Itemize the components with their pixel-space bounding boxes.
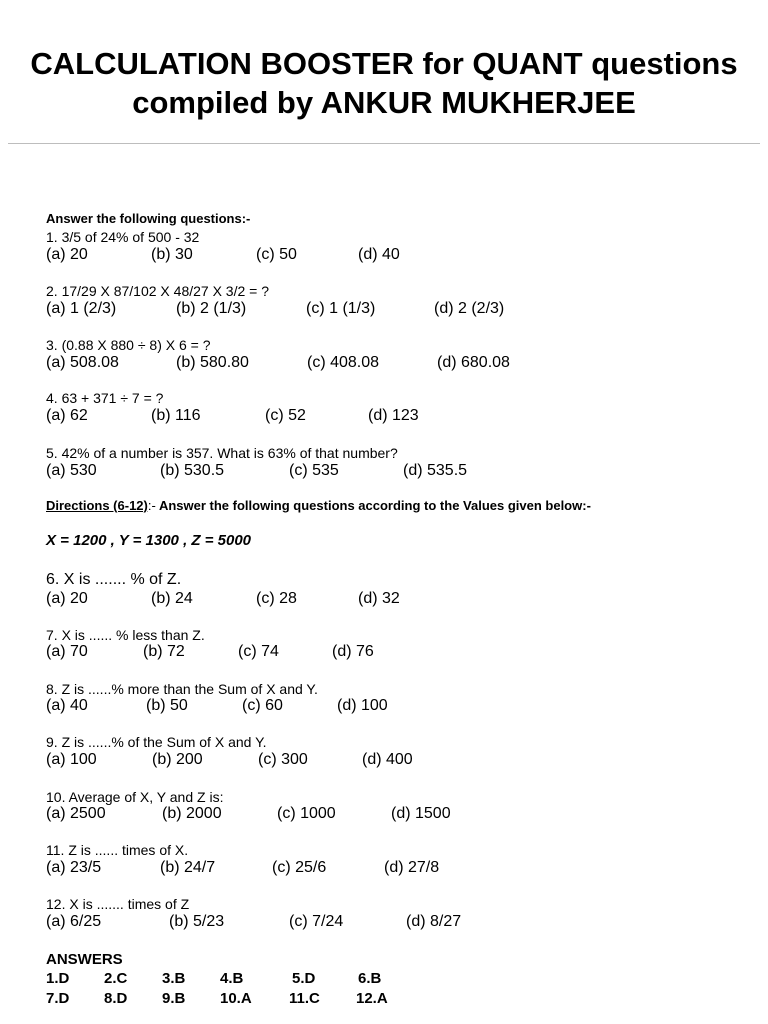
question-7-text: 7. X is ...... % less than Z. [46,627,205,643]
question-11-text: 11. Z is ...... times of X. [46,842,189,858]
question-9-option-d: (d) 400 [362,751,413,768]
question-10-option-d: (d) 1500 [391,805,451,822]
question-4-option-c: (c) 52 [265,407,306,424]
question-8-option-d: (d) 100 [337,697,388,714]
question-10-option-c: (c) 1000 [277,805,336,822]
question-2-option-d: (d) 2 (2/3) [434,300,505,317]
question-12-option-d: (d) 8/27 [406,913,462,930]
question-1-option-b: (b) 30 [151,246,193,263]
question-4-option-b: (b) 116 [151,407,201,424]
question-10-option-b: (b) 2000 [162,805,222,822]
answer-7: 7.D [46,990,70,1007]
question-2-option-a: (a) 1 (2/3) [46,300,117,317]
directions-heading [46,498,591,513]
answer-10: 10.A [220,990,252,1007]
question-9-option-a: (a) 100 [46,751,97,768]
question-4-option-d: (d) 123 [368,407,419,424]
instruction-heading: Answer the following questions:- [46,211,251,226]
directions-label: Directions (6-12) [46,498,148,513]
title-line-2: compiled by ANKUR MUKHERJEE [132,85,636,120]
question-8-option-b: (b) 50 [146,697,188,714]
question-12-text: 12. X is ....... times of Z [46,896,190,912]
question-4-text: 4. 63 + 371 ÷ 7 = ? [46,390,164,406]
title-divider [8,143,760,144]
question-9-option-c: (c) 300 [258,751,308,768]
question-3-option-c: (c) 408.08 [307,354,380,371]
question-2-text: 2. 17/29 X 87/102 X 48/27 X 3/2 = ? [46,283,270,299]
question-4-option-a: (a) 62 [46,407,88,424]
question-1-text: 1. 3/5 of 24% of 500 - 32 [46,229,200,245]
question-1-option-c: (c) 50 [256,246,297,263]
question-3-option-b: (b) 580.80 [176,354,249,371]
question-11-option-b: (b) 24/7 [160,859,216,876]
question-11-option-d: (d) 27/8 [384,859,440,876]
question-1-option-d: (d) 40 [358,246,400,263]
question-7-option-c: (c) 74 [238,643,279,660]
question-10-option-a: (a) 2500 [46,805,106,822]
question-5-option-c: (c) 535 [289,462,339,479]
question-6-option-c: (c) 28 [256,590,297,607]
question-7-option-a: (a) 70 [46,643,88,660]
answers-heading: ANSWERS [46,951,123,968]
answer-4: 4.B [220,970,244,987]
document-title [0,44,768,122]
answer-3: 3.B [162,970,186,987]
directions-colon: :- [147,498,156,513]
question-10-text: 10. Average of X, Y and Z is: [46,789,224,805]
question-8-text: 8. Z is ......% more than the Sum of X and Y. [46,681,318,697]
question-3-option-a: (a) 508.08 [46,354,119,371]
answer-8: 8.D [104,990,128,1007]
answer-12: 12.A [356,990,388,1007]
answer-5: 5.D [292,970,316,987]
question-7-option-b: (b) 72 [143,643,185,660]
question-11-option-a: (a) 23/5 [46,859,102,876]
question-3-option-d: (d) 680.08 [437,354,510,371]
answer-1: 1.D [46,970,70,987]
question-5-option-d: (d) 535.5 [403,462,468,479]
question-7-option-d: (d) 76 [332,643,374,660]
question-1-option-a: (a) 20 [46,246,88,263]
question-6-option-d: (d) 32 [358,590,400,607]
given-values: X = 1200 , Y = 1300 , Z = 5000 [46,532,252,549]
question-11-option-c: (c) 25/6 [272,859,327,876]
question-5-text: 5. 42% of a number is 357. What is 63% of that number? [46,445,398,461]
question-3-text: 3. (0.88 X 880 ÷ 8) X 6 = ? [46,337,211,353]
question-9-option-b: (b) 200 [152,751,203,768]
directions-text: Answer the following questions according to the Values given below:- [155,498,591,513]
question-5-option-b: (b) 530.5 [160,462,225,479]
answer-9: 9.B [162,990,186,1007]
answer-11: 11.C [289,990,320,1007]
question-12-option-b: (b) 5/23 [169,913,225,930]
question-2-option-b: (b) 2 (1/3) [176,300,247,317]
question-6-text: 6. X is ....... % of Z. [46,571,182,588]
question-2-option-c: (c) 1 (1/3) [306,300,376,317]
question-6-option-b: (b) 24 [151,590,193,607]
answer-6: 6.B [358,970,382,987]
question-12-option-c: (c) 7/24 [289,913,344,930]
question-9-text: 9. Z is ......% of the Sum of X and Y. [46,734,267,750]
title-line-1: CALCULATION BOOSTER for QUANT questions [30,46,738,81]
answer-2: 2.C [104,970,128,987]
question-12-option-a: (a) 6/25 [46,913,102,930]
question-5-option-a: (a) 530 [46,462,97,479]
question-8-option-c: (c) 60 [242,697,283,714]
question-8-option-a: (a) 40 [46,697,88,714]
question-6-option-a: (a) 20 [46,590,88,607]
